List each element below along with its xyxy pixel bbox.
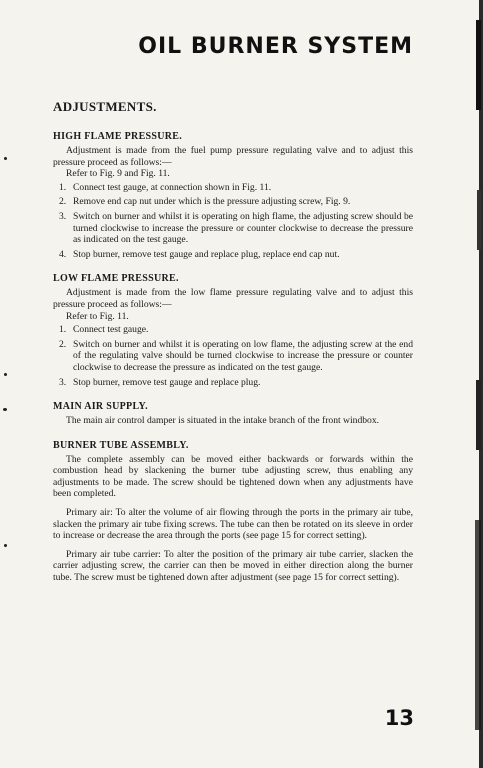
page-title: OIL BURNER SYSTEM	[138, 34, 413, 59]
primary-air-carrier-paragraph: Primary air tube carrier: To alter the position of the primary air tube carrier, slacken the carrier adjusting screw, the carrier can then be moved in either direction along the burner tube. The screw must be tightened down after adjustment (see page 15 for correct setting).	[53, 548, 413, 584]
section-burner-tube-assembly	[53, 440, 413, 584]
high-flame-steps	[53, 182, 413, 261]
step-number: 2.	[59, 196, 67, 208]
scan-mark	[4, 544, 7, 547]
main-air-text: The main air control damper is situated in the intake branch of the front windbox.	[66, 415, 380, 427]
step-text: Remove end cap nut under which is the pressure adjusting screw, Fig. 9.	[73, 196, 351, 208]
primary-air-paragraph: Primary air: To alter the volume of air flowing through the ports in the primary air tube, slacken the primary air tube fixing screws. The tube can then be rotated on its sleeve in order to increase or decrease the area through the ports (see page 15 for correct setting).	[53, 507, 413, 542]
low-flame-intro: Adjustment is made from the low flame pressure regulating valve and to adjust this pressure proceed as follows:—	[53, 287, 413, 310]
section-high-flame-pressure	[53, 131, 413, 260]
section-main-air-supply	[53, 401, 413, 427]
step-text: Stop burner, remove test gauge and replace plug, replace end cap nut.	[73, 248, 340, 260]
low-flame-ref: Refer to Fig. 11.	[66, 310, 129, 322]
list-item	[53, 324, 413, 336]
step-text: Switch on burner and whilst it is operating on low flame, the adjusting screw at the end of the regulating valve should be turned clockwise to increase the pressure or counter clockwise to decrease the pressure as indicated on the test gauge.	[73, 338, 413, 373]
step-number: 2.	[59, 338, 67, 350]
high-flame-intro: Adjustment is made from the fuel pump pressure regulating valve and to adjust this pressure proceed as follows:—	[53, 145, 413, 168]
subheading-low-flame: LOW FLAME PRESSURE.	[53, 273, 179, 285]
list-item	[53, 339, 413, 374]
subheading-burner-tube: BURNER TUBE ASSEMBLY.	[53, 439, 189, 451]
list-item	[53, 196, 413, 208]
section-heading-adjustments: ADJUSTMENTS.	[53, 99, 157, 114]
scan-mark	[3, 408, 7, 411]
step-number: 1.	[59, 324, 67, 336]
step-text: Connect test gauge, at connection shown in Fig. 11.	[73, 181, 272, 193]
step-text: Switch on burner and whilst it is operating on high flame, the adjusting screw should be turned clockwise to increase the pressure or counter clockwise to decrease the pressure as indicated on the test gauge.	[73, 210, 413, 246]
list-item	[53, 377, 413, 389]
list-item	[53, 211, 413, 246]
step-number: 3.	[59, 376, 67, 388]
step-number: 3.	[59, 210, 67, 222]
low-flame-steps	[53, 324, 413, 388]
page-number: 13	[384, 706, 414, 730]
list-item	[53, 182, 413, 194]
scan-mark	[4, 373, 7, 376]
step-number: 4.	[59, 248, 67, 260]
high-flame-ref: Refer to Fig. 9 and Fig. 11.	[66, 168, 170, 180]
step-text: Stop burner, remove test gauge and replace plug.	[73, 376, 261, 388]
scan-binding-edge	[474, 0, 483, 768]
burner-tube-paragraph: The complete assembly can be moved either backwards or forwards within the combustion head by slackening the burner tube adjusting screw, thus enabling any adjustments to be made. The screw should be tightened down when any adjustments have been completed.	[53, 453, 413, 500]
subheading-high-flame: HIGH FLAME PRESSURE.	[53, 131, 183, 142]
list-item	[53, 249, 413, 261]
section-low-flame-pressure	[53, 273, 413, 388]
page-content	[53, 99, 413, 597]
subheading-main-air: MAIN AIR SUPPLY.	[53, 401, 148, 413]
step-number: 1.	[59, 181, 67, 193]
scan-mark	[4, 157, 7, 160]
step-text: Connect test gauge.	[73, 324, 149, 336]
